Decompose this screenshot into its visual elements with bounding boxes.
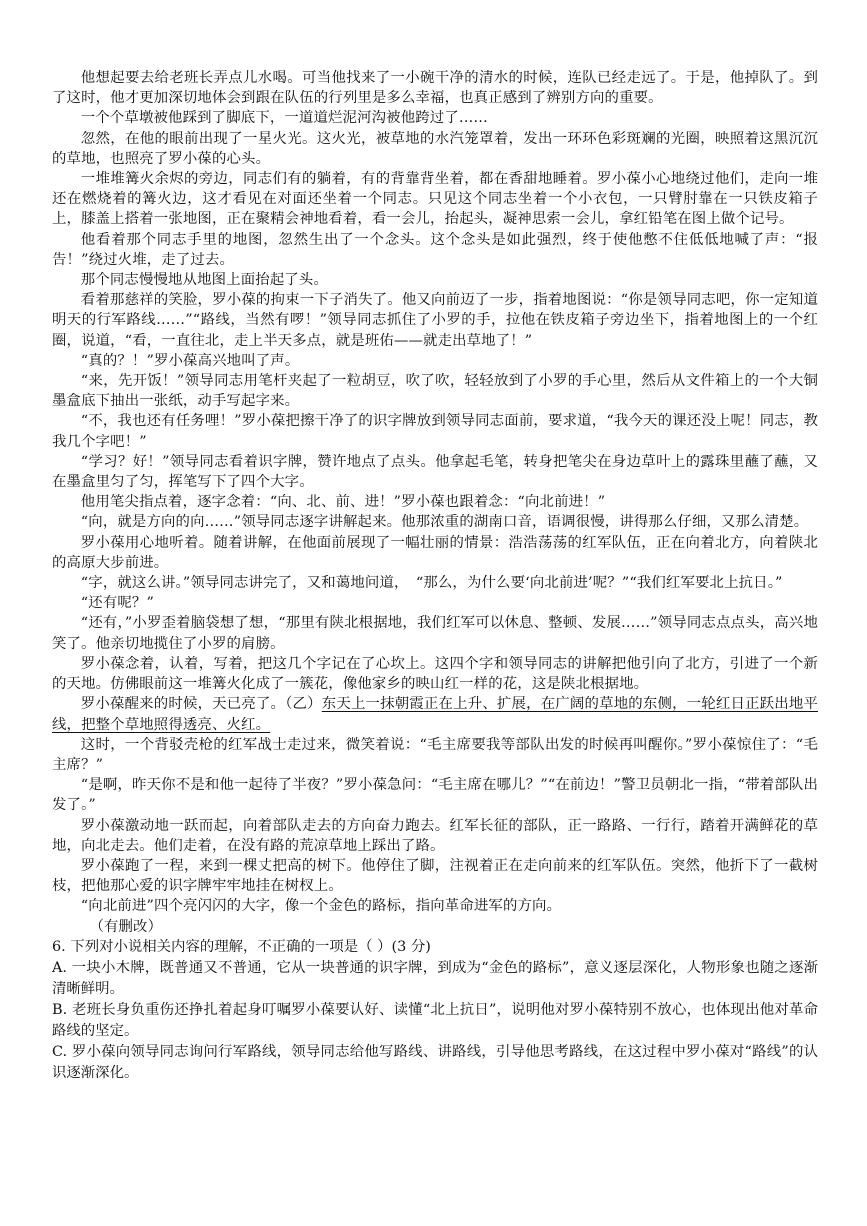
paragraph-text: 罗小葆醒来的时候，天已亮了。（乙） (80, 696, 322, 713)
article-page (52, 68, 818, 1084)
paragraph: “还有，”小罗歪着脑袋想了想，“那里有陕北根据地，我们红军可以休息、整顿、发展……”领导同志点点头，高兴地笑了。他亲切地揽住了小罗的肩膀。 (52, 615, 818, 652)
paragraph-with-underline (52, 694, 818, 734)
paragraph: “还有呢？” (80, 595, 154, 612)
paragraph: “学习？好！”领导同志看着识字牌，赞许地点了点头。他拿起毛笔，转身把笔尖在身边草叶上的露珠里蘸了蘸，又在墨盒里匀了匀，挥笔写下了四个大字。 (52, 453, 818, 491)
paragraph: 罗小葆跑了一程，来到一棵丈把高的树下。他停住了脚，注视着正在走向前来的红军队伍。突然，他折下了一截树枝，把他那心爱的识字牌牢牢地挂在树杈上。 (52, 857, 818, 895)
paragraph: 一个个草墩被他踩到了脚底下，一道道烂泥河沟被他跨过了…… (80, 110, 488, 127)
paragraph: “不，我也还有任务哩！”罗小葆把擦干净了的识字牌放到领导同志面前，要求道，“我今天的课还没上呢！同志，教我几个字吧！” (52, 413, 818, 450)
paragraph: 看着那慈祥的笑脸，罗小葆的拘束一下子消失了。他又向前迈了一步，指着地图说：“你是领导同志吧，你一定知道明天的行军路线……”“路线，当然有啰！”领导同志抓住了小罗的手，拉他在铁皮箱子旁边坐下，指着地图上的一个红圈，说道，“看，一直往北，走上半天多点，就是班佑——就走出草地了！” (52, 292, 818, 349)
paragraph: 罗小葆念着，认着，写着，把这几个字记在了心坎上。这四个字和领导同志的讲解把他引向了北方，引进了一个新的天地。仿佛眼前这一堆篝火化成了一簇花，像他家乡的映山红一样的花，这是陕北根据地。 (52, 655, 818, 693)
source-note: （有删改） (89, 918, 163, 935)
paragraph: “真的？！”罗小葆高兴地叫了声。 (80, 352, 300, 369)
paragraph: “字，就这么讲。”领导同志讲完了，又和蔼地问道， “那么，为什么要‘向北前进’呢？”“我们红军要北上抗日。” (80, 575, 783, 592)
option-a: A. 一块小木牌，既普通又不普通，它从一块普通的识字牌，到成为“金色的路标”，意义逐层深化，人物形象也随之逐渐清晰鲜明。 (52, 959, 818, 997)
paragraph: 罗小葆用心地听着。随着讲解，在他面前展现了一幅壮丽的情景：浩浩荡荡的红军队伍，正在向着北方，向着陕北的高原大步前进。 (52, 534, 818, 571)
underlined-passage-yi: 东天上一抹朝霞正在上升、扩展，在广阔的草地的东侧，一轮红日正跃出地平线，把整个草地照得透亮、火红。 (52, 696, 818, 733)
paragraph: 一堆堆篝火余烬的旁边，同志们有的躺着，有的背靠背坐着，都在香甜地睡着。罗小葆小心地绕过他们，走向一堆还在燃烧着的篝火边，这才看见在对面还坐着一个同志。只见这个同志坐着一个小衣包，一只臂肘靠在一只铁皮箱子上，膝盖上搭着一张地图，正在聚精会神地看着，看一会儿，抬起头，凝神思索一会儿，拿红铅笔在图上做个记号。 (52, 171, 818, 228)
paragraph: “来，先开饭！”领导同志用笔杆夹起了一粒胡豆，吹了吹，轻轻放到了小罗的手心里，然后从文件箱上的一个大铜墨盒底下抽出一张纸，动手写起字来。 (52, 373, 818, 410)
story-body (52, 68, 818, 937)
option-c: C. 罗小葆向领导同志询问行军路线，领导同志给他写路线、讲路线，引导他思考路线，在这过程中罗小葆对“路线”的认识逐渐深化。 (52, 1043, 818, 1081)
paragraph: 那个同志慢慢地从地图上面抬起了头。 (80, 272, 328, 289)
paragraph: 这时，一个背驳壳枪的红军战士走过来，微笑着说：“毛主席要我等部队出发的时候再叫醒你。”罗小葆惊住了：“毛主席？” (52, 736, 818, 773)
paragraph: 他想起要去给老班长弄点儿水喝。可当他找来了一小碗干净的清水的时候，连队已经走远了。于是，他掉队了。到了这时，他才更加深切地体会到跟在队伍的行列里是多么幸福，也真正感到了辨别方向的重要。 (52, 70, 818, 107)
paragraph: 他看着那个同志手里的地图，忽然生出了一个念头。这个念头是如此强烈，终于使他憋不住低低地喊了声：“报告！”绕过火堆，走了过去。 (52, 231, 818, 268)
paragraph: 罗小葆激动地一跃而起，向着部队走去的方向奋力跑去。红军长征的部队，正一路路、一行行，踏着开满鲜花的草地，向北走去。他们走着，在没有路的荒凉草地上踩出了路。 (52, 817, 818, 854)
paragraph: 他用笔尖指点着，逐字念着：“向、北、前、进！”罗小葆也跟着念：“向北前进！” (80, 494, 606, 511)
paragraph: “向北前进”四个亮闪闪的大字，像一个金色的路标，指向革命进军的方向。 (80, 898, 562, 915)
option-b: B. 老班长身负重伤还挣扎着起身叮嘱罗小葆要认好、读懂“北上抗日”，说明他对罗小葆特别不放心，也体现出他对革命路线的坚定。 (52, 1001, 818, 1039)
paragraph: “向，就是方向的向……”领导同志逐字讲解起来。他那浓重的湖南口音，语调很慢，讲得那么仔细，又那么清楚。 (80, 514, 809, 531)
paragraph: “是啊，昨天你不是和他一起待了半夜？”罗小葆急问：“毛主席在哪儿？”“在前边！”警卫员朝北一指，“带着部队出发了。” (52, 777, 818, 814)
question-6 (52, 937, 818, 1084)
question-stem: 6. 下列对小说相关内容的理解，不正确的一项是（ ）(3 分) (52, 938, 431, 955)
paragraph: 忽然，在他的眼前出现了一星火光。这火光，被草地的水汽笼罩着，发出一环环色彩斑斓的光圈，映照着这黑沉沉的草地，也照亮了罗小葆的心头。 (52, 130, 818, 167)
